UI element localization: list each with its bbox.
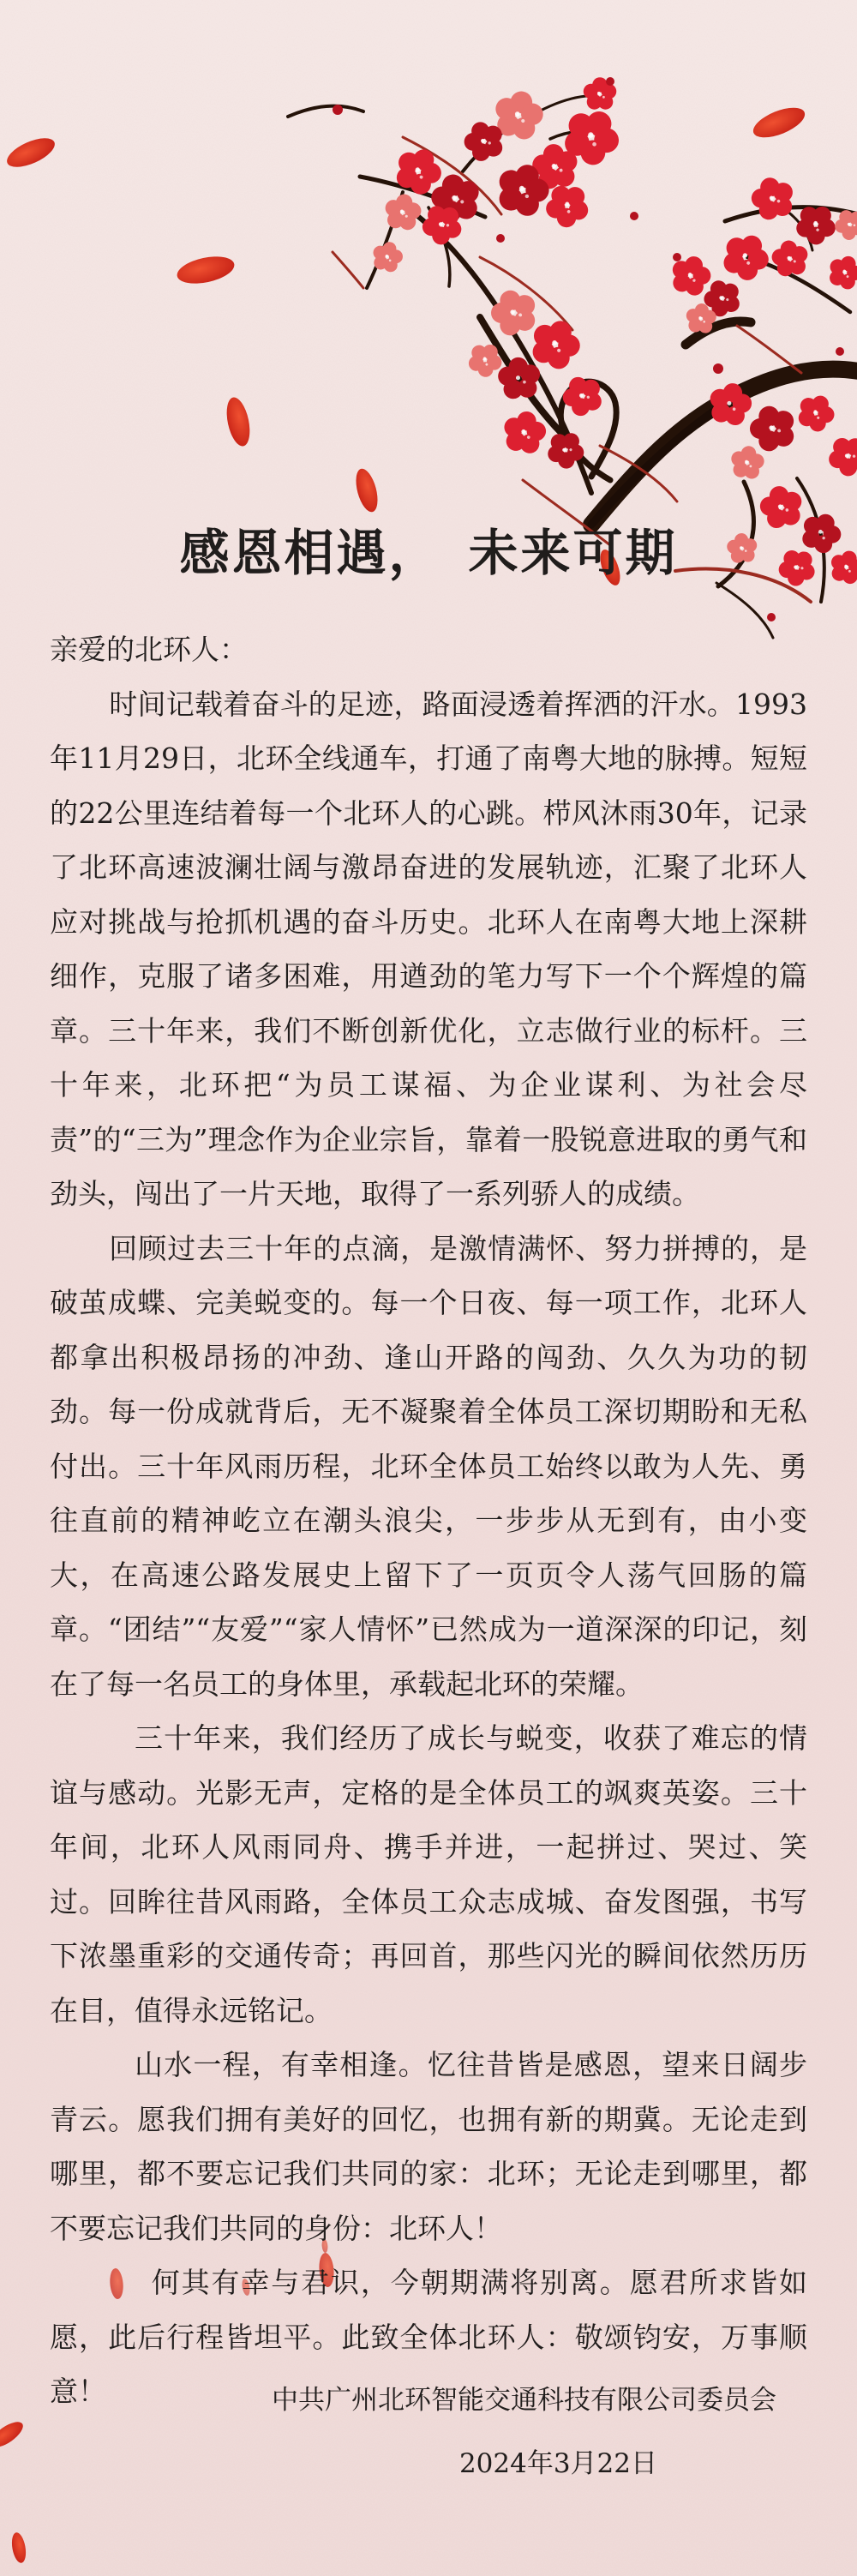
signature-line: 中共广州北环智能交通科技有限公司委员会 bbox=[272, 2385, 776, 2416]
letter-title: 感恩相遇， 未来可期 bbox=[179, 524, 678, 582]
letter-paragraph-5: 何其有幸与君识，今朝期满将别离。愿君所求皆如愿，此后行程皆坦平。此致全体北环人：敬颂钧安，万事顺意！ bbox=[50, 2266, 807, 2408]
letter-paragraph-4: 山水一程，有幸相逢。忆往昔皆是感恩，望来日阔步青云。愿我们拥有美好的回忆，也拥有新的期冀。无论走到哪里，都不要忘记我们共同的家：北环；无论走到哪里，都不要忘记我们共同的身份：北环人！ bbox=[50, 2048, 807, 2245]
letter-paragraph-3: 三十年来，我们经历了成长与蜕变，收获了难忘的情谊与感动。光影无声，定格的是全体员工的飒爽英姿。三十年间，北环人风雨同舟、携手并进，一起拼过、哭过、笑过。回眸往昔风雨路，全体员工众志成城、奋发图强，书写下浓墨重彩的交通传奇；再回首，那些闪光的瞬间依然历历在目，值得永远铭记。 bbox=[50, 1721, 807, 2027]
letter-body bbox=[50, 622, 807, 2419]
letter-salutation: 亲爱的北环人： bbox=[50, 633, 248, 666]
letter-paragraph-2: 回顾过去三十年的点滴，是激情满怀、努力拼搏的，是破茧成蝶、完美蜕变的。每一个日夜、每一项工作，北环人都拿出积极昂扬的冲劲、逢山开路的闯劲、久久为功的韧劲。每一份成就背后，无不凝聚着全体员工深切期盼和无私付出。三十年风雨历程，北环全体员工始终以敢为人先、勇往直前的精神屹立在潮头浪尖，一步步从无到有，由小变大，在高速公路发展史上留下了一页页令人荡气回肠的篇章。“团结”“友爱”“家人情怀”已然成为一道深深的印记，刻在了每一名员工的身体里，承载起北环的荣耀。 bbox=[50, 1231, 807, 1701]
letter-paragraph-1: 时间记载着奋斗的足迹，路面浸透着挥洒的汗水。1993年11月29日，北环全线通车，打通了南粤大地的脉搏。短短的22公里连结着每一个北环人的心跳。栉风沐雨30年，记录了北环高速波澜壮阔与激昂奋进的发展轨迹，汇聚了北环人应对挑战与抢抓机遇的奋斗历史。北环人在南粤大地上深耕细作，克服了诸多困难，用遒劲的笔力写下一个个辉煌的篇章。三十年来，我们不断创新优化，立志做行业的标杆。三十年来，北环把“为员工谋福、为企业谋利、为社会尽责”的“三为”理念作为企业宗旨，靠着一股锐意进取的勇气和劲头，闯出了一片天地，取得了一系列骄人的成绩。 bbox=[50, 687, 807, 1210]
date-line: 2024年3月22日 bbox=[458, 2448, 657, 2479]
